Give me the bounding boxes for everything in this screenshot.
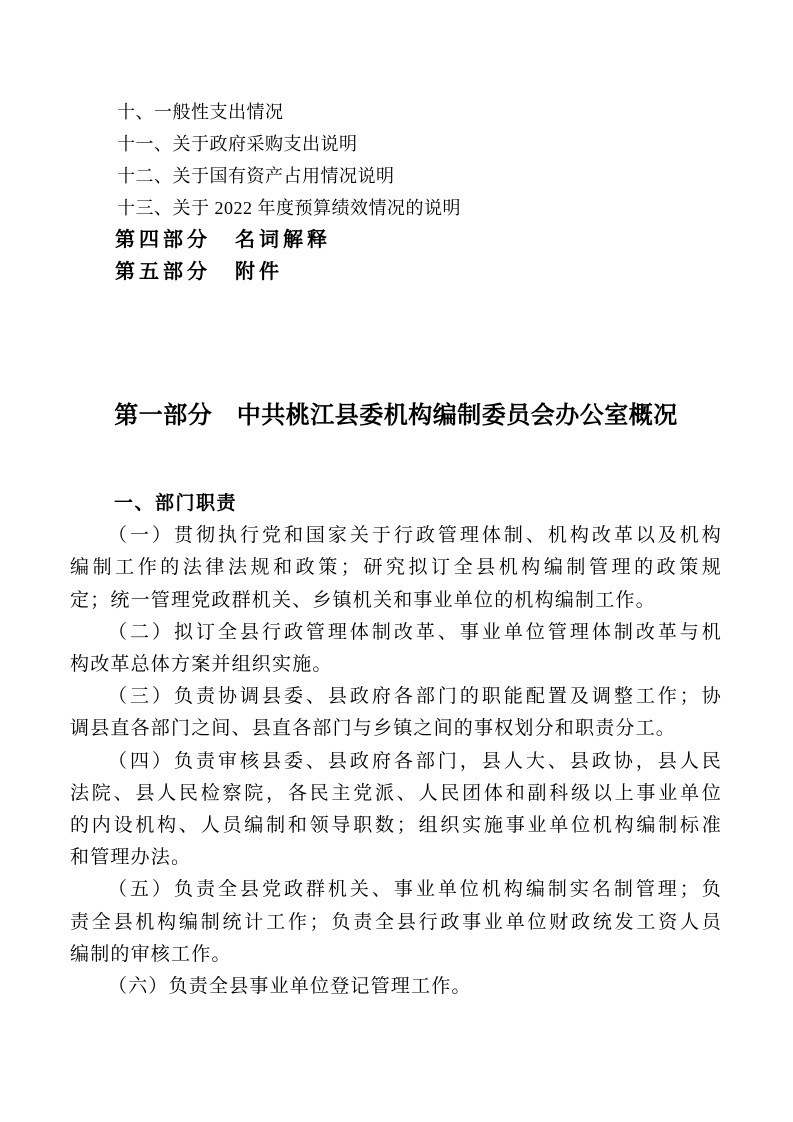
paragraph-line: 的内设机构、人员编制和领导职数；组织实施事业单位机构编制标准 — [70, 815, 722, 837]
paragraph-line: （六）负责全县事业单位登记管理工作。 — [108, 976, 472, 998]
section-heading: 一、部门职责 — [114, 493, 238, 514]
paragraph-line: （二）拟订全县行政管理体制改革、事业单位管理体制改革与机 — [108, 621, 722, 643]
part-title: 第一部分 中共桃江县委机构编制委员会办公室概况 — [114, 403, 678, 429]
body-paragraph — [70, 681, 722, 745]
body-paragraph — [70, 520, 722, 617]
toc-item: 十、一般性支出情况 — [117, 102, 284, 122]
paragraph-line: 构改革总体方案并组织实施。 — [70, 654, 333, 676]
paragraph-line: （三）负责协调县委、县政府各部门的职能配置及调整工作；协 — [108, 686, 722, 708]
paragraph-line: 和管理办法。 — [70, 847, 192, 869]
body-paragraph — [70, 617, 722, 681]
toc-part-heading: 第四部分 名词解释 — [115, 229, 331, 251]
toc-item: 十三、关于 2022 年度预算绩效情况的说明 — [117, 198, 461, 218]
paragraph-line: 责全县机构编制统计工作；负责全县行政事业单位财政统发工资人员 — [70, 911, 722, 933]
toc-item: 十一、关于政府采购支出说明 — [117, 134, 358, 154]
body-paragraph — [70, 874, 722, 971]
paragraph-line: 编制工作的法律法规和政策；研究拟订全县机构编制管理的政策规 — [70, 557, 722, 579]
paragraph-line: （一）贯彻执行党和国家关于行政管理体制、机构改革以及机构 — [108, 525, 722, 547]
body-paragraph — [70, 746, 722, 875]
text-block — [70, 0, 722, 1003]
paragraph-line: 定；统一管理党政群机关、乡镇机关和事业单位的机构编制工作。 — [70, 589, 656, 611]
body-paragraph — [70, 971, 722, 1003]
paragraph-line: 调县直各部门之间、县直各部门与乡镇之间的事权划分和职责分工。 — [70, 718, 677, 740]
table-of-contents — [70, 96, 722, 288]
toc-item: 十二、关于国有资产占用情况说明 — [117, 166, 395, 186]
paragraph-line: 法院、县人民检察院，各民主党派、人民团体和副科级以上事业单位 — [70, 782, 722, 804]
paragraph-line: （五）负责全县党政群机关、事业单位机构编制实名制管理；负 — [108, 879, 722, 901]
paragraph-line: 编制的审核工作。 — [70, 943, 232, 965]
toc-part-heading: 第五部分 附件 — [115, 261, 283, 283]
paragraph-line: （四）负责审核县委、县政府各部门，县人大、县政协，县人民 — [108, 750, 722, 772]
